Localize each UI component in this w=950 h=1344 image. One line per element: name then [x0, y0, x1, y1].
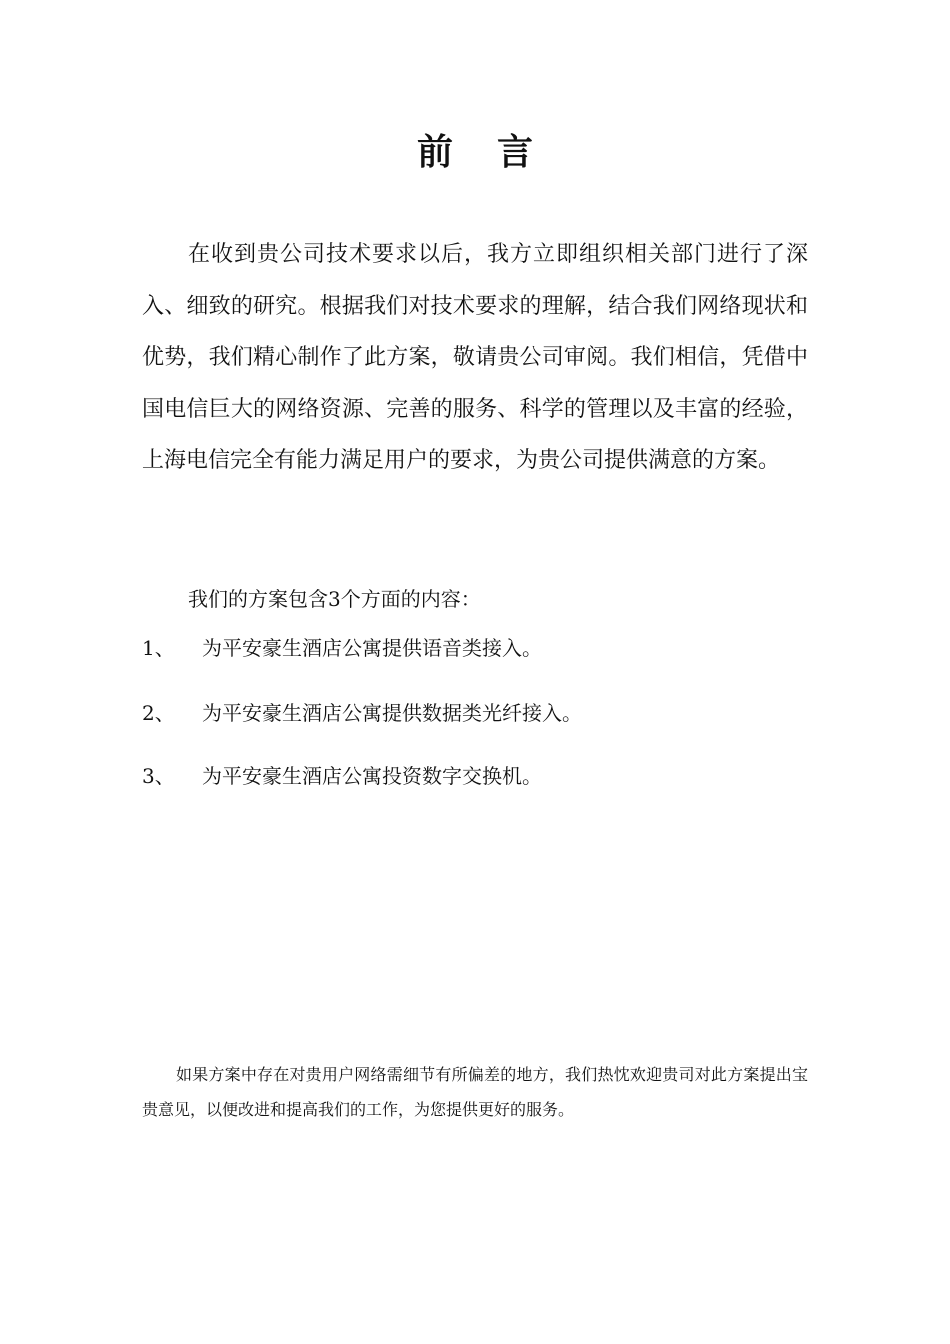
page-title: 前言: [416, 131, 577, 173]
list-item-number: 3、: [142, 764, 175, 788]
list-item-number: 2、: [142, 701, 175, 725]
list-item-text: 为平安豪生酒店公寓提供语音类接入。: [202, 636, 542, 660]
body-paragraph: 在收到贵公司技术要求以后，我方立即组织相关部门进行了深入、细致的研究。根据我们对技术要求的理解，结合我们网络现状和优势，我们精心制作了此方案，敬请贵公司审阅。我们相信，凭借中国电信巨大的网络资源、完善的服务、科学的管理以及丰富的经验，上海电信完全有能力满足用户的要求，为贵公司提供满意的方案。: [142, 242, 808, 474]
list-item: [142, 759, 542, 793]
list-item-number: 1、: [142, 636, 175, 660]
list-item: [142, 696, 582, 730]
list-item: [142, 631, 542, 665]
list-item-text: 为平安豪生酒店公寓投资数字交换机。: [202, 764, 542, 788]
list-item-text: 为平安豪生酒店公寓提供数据类光纤接入。: [202, 701, 582, 725]
footer-paragraph: 如果方案中存在对贵用户网络需细节有所偏差的地方，我们热忱欢迎贵司对此方案提出宝贵意见，以便改进和提高我们的工作，为您提供更好的服务。: [142, 1065, 808, 1119]
intro-line: 我们的方案包含3个方面的内容：: [188, 587, 481, 611]
